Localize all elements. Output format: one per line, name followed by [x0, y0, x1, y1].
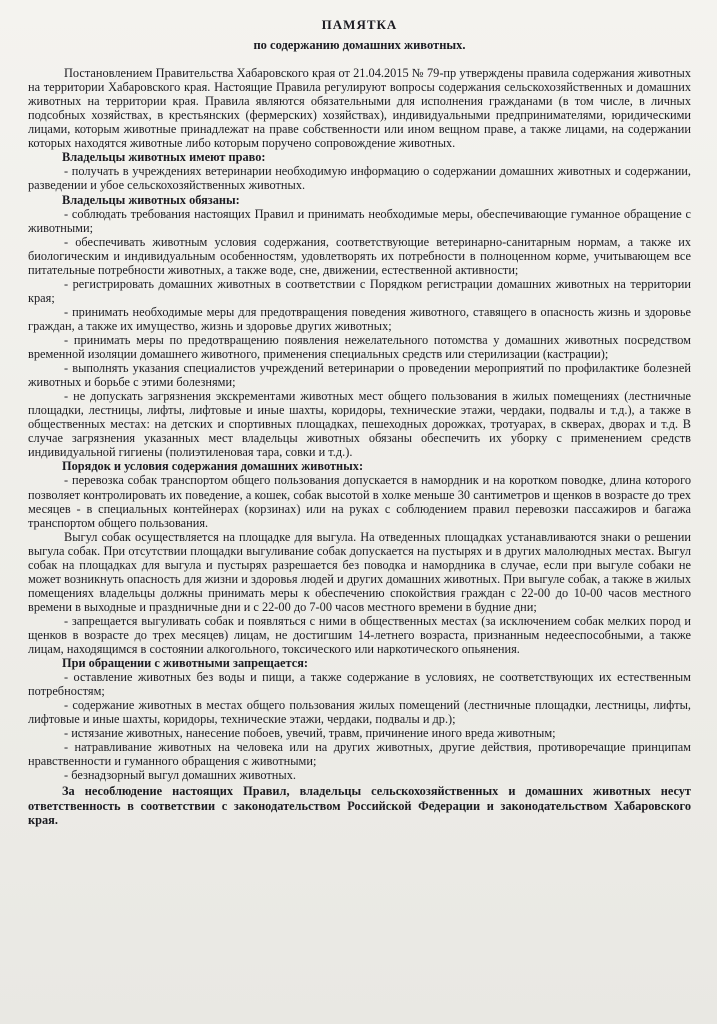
- prohibited-item: - истязание животных, нанесение побоев, увечий, травм, причинение иного вреда животным;: [64, 726, 556, 741]
- order-item: - перевозка собак транспортом общего пользования допускается в намордник и на коротком поводке, длина которого позволяет контролировать их поведение, а кошек, собак высотой в холке меньше 30 сантиметров и щенков в возрасте до трех месяцев - в специальных контейнерах (корзинах) или на руках с соблюдением правил перевозки пассажиров и багажа транспортом общего пользования.: [28, 473, 691, 530]
- prohibited-item: - содержание животных в местах общего пользования жилых помещений (лестничные площадки, лестницы, лифты, лифтовые и иные шахты, коридоры, технические этажи, чердаки, подвалы и др.);: [28, 698, 691, 727]
- rights-item: - получать в учреждениях ветеринарии необходимую информацию о содержании домашних животных и содержании, разведении и убое сельскохозяйственных животных.: [28, 164, 691, 193]
- duties-item: - выполнять указания специалистов учреждений ветеринарии о проведении мероприятий по профилактике болезней животных и борьбе с этими болезнями;: [28, 361, 691, 390]
- rights-heading: Владельцы животных имеют право:: [62, 150, 266, 165]
- duties-heading: Владельцы животных обязаны:: [62, 192, 240, 207]
- duties-item: - регистрировать домашних животных в соответствии с Порядком регистрации домашних животных на территории края;: [28, 276, 691, 305]
- prohibited-item: - натравливание животных на человека или на других животных, другие действия, противоречащие принципам нравственности и гуманного обращения с животными;: [28, 740, 691, 769]
- duties-item: - принимать необходимые меры для предотвращения поведения животного, ставящего в опасность жизнь и здоровье граждан, а также их имущество, жизнь и здоровье других животных;: [28, 304, 691, 333]
- duties-item: - соблюдать требования настоящих Правил и принимать необходимые меры, обеспечивающие гуманное обращение с животными;: [28, 206, 691, 235]
- order-item: Выгул собак осуществляется на площадке для выгула. На отведенных площадках устанавливаются знаки о решении выгула собак. При отсутствии площадки выгуливание собак допускается на пустырях и в других малолюдных местах. Выгул собак на площадках для выгула и пустырях разрешается без поводка и намордника в случае, если при выгуле собаки не может возникнуть опасность для жизни и здоровья людей и других домашних животных. При выгуле собак, а также в жилых помещениях владельцы должны принимать меры к обеспечению спокойствия граждан с 22-00 до 10-00 часов местного времени в выходные и праздничные дни и с 22-00 до 7-00 часов местного времени в будние дни;: [28, 529, 691, 614]
- intro-paragraph: Постановлением Правительства Хабаровского края от 21.04.2015 № 79-пр утверждены правила содержания животных на территории Хабаровского края. Настоящие Правила регулируют вопросы содержания сельскохозяйственных и домашних животных на территории края. Правила являются обязательными для исполнения гражданами (в том числе, в личных подсобных хозяйствах, в крестьянских (фермерских) хозяйствах), индивидуальными предпринимателями, юридическими лицами, которым животные принадлежат на праве собственности или ином вещном праве, а также лицами, на содержании которых находятся животные либо которым поручено сопровождение животных.: [28, 66, 691, 151]
- duties-item: - обеспечивать животным условия содержания, соответствующие ветеринарно-санитарным нормам, а также их биологическим и индивидуальным особенностям, удовлетворять их потребности в полноценном корме, учитывающем все питательные потребности животных, а также воде, сне, движении, естественной активности;: [28, 234, 691, 277]
- prohibited-item: - оставление животных без воды и пищи, а также содержание в условиях, не соответствующих их естественным потребностям;: [28, 670, 691, 699]
- page-subtitle: по содержанию домашних животных.: [253, 38, 466, 53]
- order-item: - запрещается выгуливать собак и появляться с ними в общественных местах (за исключением собак мелких пород и щенков в возрасте до трех месяцев) лицам, не достигшим 14-летнего возраста, признанным недееспособными, а также лицам, находящимся в состоянии алкогольного, токсического или наркотического опьянения.: [28, 613, 691, 657]
- duties-item: - не допускать загрязнения экскрементами животных мест общего пользования в жилых помещениях (лестничные площадки, лестницы, лифты, лифтовые и иные шахты, коридоры, технические этажи, чердаки, подвалы и т.д.), а также в общественных местах: на детских и спортивных площадках, пешеходных дорожках, тротуарах, в скверах, дворах и т.д. В случае загрязнения указанных мест владельцы животных обязаны обеспечить их уборку с применением средств индивидуальной гигиены (полиэтиленовая тара, совки и т.д.).: [28, 389, 691, 460]
- prohibited-item: - безнадзорный выгул домашних животных.: [64, 768, 296, 783]
- order-heading: Порядок и условия содержания домашних животных:: [62, 459, 364, 474]
- conclusion-paragraph: За несоблюдение настоящих Правил, владельцы сельскохозяйственных и домашних животных несут ответственность в соответствии с законодательством Российской Федерации и законодательством Хабаровского края.: [28, 784, 691, 827]
- page-title: ПАМЯТКА: [321, 17, 398, 32]
- duties-item: - принимать меры по предотвращению появления нежелательного потомства у домашних животных посредством временной изоляции домашнего животного, применения специальных средств или стерилизации (кастрации);: [28, 332, 691, 362]
- prohibited-heading: При обращении с животными запрещается:: [62, 656, 308, 671]
